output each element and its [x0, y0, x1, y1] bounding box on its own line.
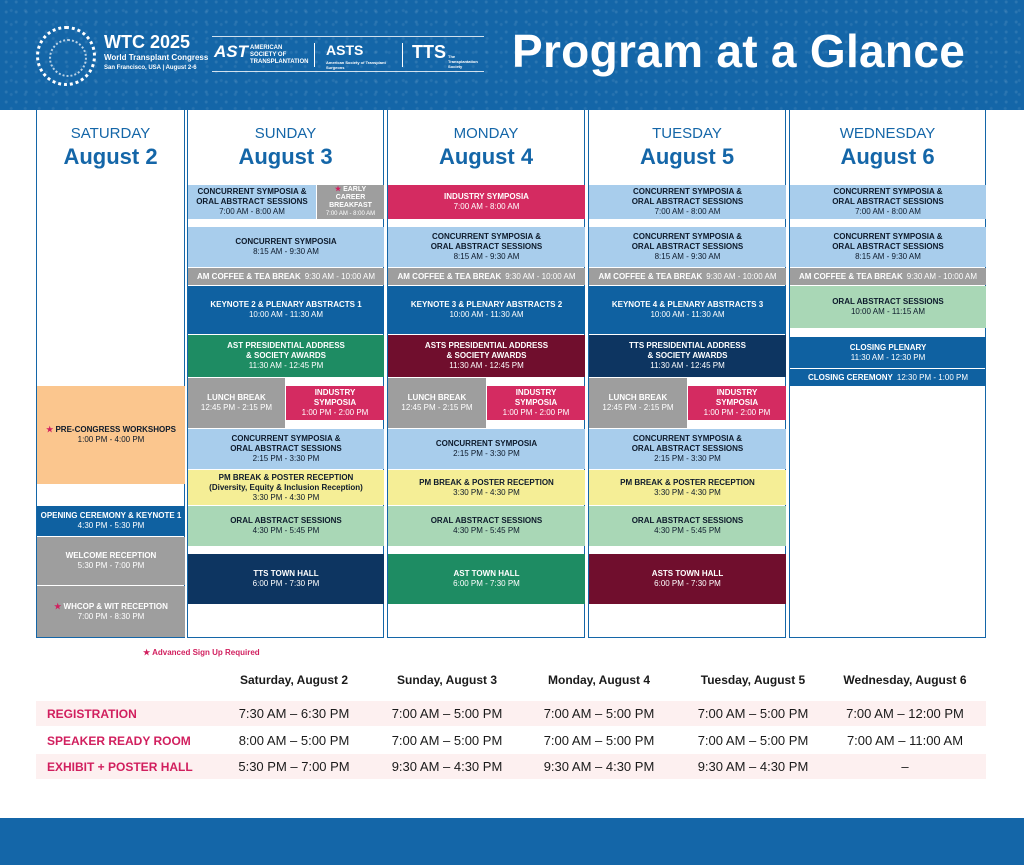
wtc-location: San Francisco, USA | August 2-6: [104, 65, 197, 71]
event-closing-plenary[interactable]: CLOSING PLENARY 11:30 AM - 12:30 PM: [790, 337, 986, 368]
wtc-title: WTC 2025: [104, 32, 191, 52]
event-keynote-plenary[interactable]: KEYNOTE 2 & PLENARY ABSTRACTS 1 10:00 AM - 11:30 AM: [188, 286, 384, 334]
hours-header: Monday, August 4: [548, 673, 650, 687]
day-name: MONDAY: [453, 125, 519, 142]
day-name: SATURDAY: [70, 125, 151, 142]
event-pm-break-poster[interactable]: PM BREAK & POSTER RECEPTION 3:30 PM - 4:30 PM: [388, 470, 585, 505]
event-concurrent-symposia[interactable]: CONCURRENT SYMPOSIA & ORAL ABSTRACT SESSIONS 2:15 PM - 3:30 PM: [589, 429, 786, 469]
event-lunch-break[interactable]: LUNCH BREAK 12:45 PM - 2:15 PM: [388, 378, 486, 428]
event-pm-break-poster[interactable]: PM BREAK & POSTER RECEPTION 3:30 PM - 4:30 PM: [589, 470, 786, 505]
hours-cell: 7:00 AM – 11:00 AM: [846, 733, 964, 748]
event-keynote-plenary[interactable]: KEYNOTE 4 & PLENARY ABSTRACTS 3 10:00 AM - 11:30 AM: [589, 286, 786, 334]
hours-cell: 5:30 PM – 7:00 PM: [238, 759, 350, 774]
hours-cell: 7:00 AM – 12:00 PM: [846, 706, 964, 721]
event-concurrent-symposia[interactable]: CONCURRENT SYMPOSIA & ORAL ABSTRACT SESSIONS 8:15 AM - 9:30 AM: [790, 227, 986, 267]
society-logos: [212, 36, 484, 72]
event-oral-abstract-sessions[interactable]: ORAL ABSTRACT SESSIONS 4:30 PM - 5:45 PM: [589, 506, 786, 546]
event-presidential-address[interactable]: AST PRESIDENTIAL ADDRESS & SOCIETY AWARDS 11:30 AM - 12:45 PM: [188, 335, 384, 377]
event-whcop-reception[interactable]: ★ WHCOP & WIT RECEPTION 7:00 PM - 8:30 PM: [37, 586, 185, 637]
day-date: August 6: [840, 144, 935, 169]
day-column-wednesday: [789, 110, 986, 638]
event-concurrent-symposia[interactable]: CONCURRENT SYMPOSIA & ORAL ABSTRACT SESSIONS 7:00 AM - 8:00 AM: [790, 185, 986, 219]
hours-cell: 7:00 AM – 5:00 PM: [697, 733, 809, 748]
event-presidential-address[interactable]: TTS PRESIDENTIAL ADDRESS & SOCIETY AWARDS 11:30 AM - 12:45 PM: [589, 335, 786, 377]
day-date: August 5: [639, 144, 735, 169]
row-label: SPEAKER READY ROOM: [47, 734, 191, 748]
event-oral-abstract-sessions[interactable]: ORAL ABSTRACT SESSIONS 4:30 PM - 5:45 PM: [188, 506, 384, 546]
event-lunch-break[interactable]: LUNCH BREAK 12:45 PM - 2:15 PM: [188, 378, 285, 428]
event-keynote-plenary[interactable]: KEYNOTE 3 & PLENARY ABSTRACTS 2 10:00 AM - 11:30 AM: [388, 286, 585, 334]
hours-row-speaker-ready-room: [36, 728, 986, 753]
star-icon: ★: [54, 601, 62, 611]
event-pm-break-poster[interactable]: PM BREAK & POSTER RECEPTION (Diversity, Equity & Inclusion Reception) 3:30 PM - 4:30 PM: [188, 470, 384, 505]
event-coffee-break[interactable]: AM COFFEE & TEA BREAK 9:30 AM - 10:00 AM: [790, 268, 986, 285]
event-oral-abstract-sessions[interactable]: ORAL ABSTRACT SESSIONS 10:00 AM - 11:15 AM: [790, 286, 986, 328]
day-name: WEDNESDAY: [839, 125, 936, 142]
star-icon: ★: [143, 648, 151, 657]
hours-cell: 9:30 AM – 4:30 PM: [391, 759, 503, 774]
event-early-career-breakfast[interactable]: ★ EARLY CAREER BREAKFAST 7:00 AM - 8:00 AM: [317, 185, 384, 219]
event-town-hall[interactable]: AST TOWN HALL 6:00 PM - 7:30 PM: [388, 554, 585, 604]
event-lunch-break[interactable]: LUNCH BREAK 12:45 PM - 2:15 PM: [589, 378, 687, 428]
day-date: August 4: [438, 144, 534, 169]
event-coffee-break[interactable]: AM COFFEE & TEA BREAK 9:30 AM - 10:00 AM: [589, 268, 786, 285]
day-date: August 3: [238, 144, 333, 169]
day-name: TUESDAY: [652, 125, 722, 142]
row-label: EXHIBIT + POSTER HALL: [47, 760, 193, 774]
hours-cell: 8:00 AM – 5:00 PM: [238, 733, 350, 748]
event-concurrent-symposia[interactable]: CONCURRENT SYMPOSIA & ORAL ABSTRACT SESSIONS 8:15 AM - 9:30 AM: [589, 227, 786, 267]
event-coffee-break[interactable]: AM COFFEE & TEA BREAK 9:30 AM - 10:00 AM: [388, 268, 585, 285]
ast-logo: AST AMERICAN SOCIETY OF TRANSPLANTATION: [214, 42, 309, 65]
day-column-tuesday: [588, 110, 786, 638]
signup-note: ★ Advanced Sign Up Required: [143, 648, 260, 657]
row-label: REGISTRATION: [47, 707, 137, 721]
hours-cell: 7:00 AM – 5:00 PM: [697, 706, 809, 721]
hours-header: Tuesday, August 5: [700, 673, 806, 687]
event-town-hall[interactable]: TTS TOWN HALL 6:00 PM - 7:30 PM: [188, 554, 384, 604]
logo-divider: [402, 43, 403, 67]
hours-cell: 7:00 AM – 5:00 PM: [543, 733, 655, 748]
event-concurrent-symposia[interactable]: CONCURRENT SYMPOSIA 2:15 PM - 3:30 PM: [388, 429, 585, 469]
event-coffee-break[interactable]: AM COFFEE & TEA BREAK 9:30 AM - 10:00 AM: [188, 268, 384, 285]
header-banner: [0, 0, 1024, 110]
day-column-saturday: [36, 110, 185, 638]
hours-cell: –: [901, 759, 909, 774]
hours-cell: 7:00 AM – 5:00 PM: [391, 733, 503, 748]
logo-divider: [314, 43, 315, 67]
event-industry-symposia[interactable]: INDUSTRY SYMPOSIA 7:00 AM - 8:00 AM: [388, 185, 585, 219]
hours-cell: 9:30 AM – 4:30 PM: [543, 759, 655, 774]
day-date: August 2: [63, 144, 158, 169]
event-town-hall[interactable]: ASTS TOWN HALL 6:00 PM - 7:30 PM: [589, 554, 786, 604]
event-industry-symposia[interactable]: INDUSTRY SYMPOSIA 1:00 PM - 2:00 PM: [688, 386, 786, 420]
hours-cell: 9:30 AM – 4:30 PM: [697, 759, 809, 774]
event-concurrent-symposia[interactable]: CONCURRENT SYMPOSIA & ORAL ABSTRACT SESSIONS 8:15 AM - 9:30 AM: [388, 227, 585, 267]
star-icon: ★: [46, 425, 54, 434]
hours-cell: 7:00 AM – 5:00 PM: [391, 706, 503, 721]
event-concurrent-symposia[interactable]: CONCURRENT SYMPOSIA 8:15 AM - 9:30 AM: [188, 227, 384, 267]
event-oral-abstract-sessions[interactable]: ORAL ABSTRACT SESSIONS 4:30 PM - 5:45 PM: [388, 506, 585, 546]
tts-logo: TTS The Transplantation Society: [412, 42, 478, 69]
star-icon: ★: [334, 186, 342, 193]
day-name: SUNDAY: [254, 125, 317, 142]
event-pre-congress-workshops[interactable]: ★ PRE-CONGRESS WORKSHOPS 1:00 PM - 4:00 PM: [37, 386, 185, 484]
event-welcome-reception[interactable]: WELCOME RECEPTION 5:30 PM - 7:00 PM: [37, 537, 185, 585]
event-opening-ceremony[interactable]: OPENING CEREMONY & KEYNOTE 1 4:30 PM - 5:30 PM: [37, 506, 185, 536]
event-industry-symposia[interactable]: INDUSTRY SYMPOSIA 1:00 PM - 2:00 PM: [286, 386, 384, 420]
footer-banner: [0, 818, 1024, 865]
event-concurrent-symposia[interactable]: CONCURRENT SYMPOSIA & ORAL ABSTRACT SESSIONS 7:00 AM - 8:00 AM: [188, 185, 316, 219]
wtc-subtitle: World Transplant Congress: [104, 53, 209, 62]
hours-header: Saturday, August 2: [239, 673, 349, 687]
event-industry-symposia[interactable]: INDUSTRY SYMPOSIA 1:00 PM - 2:00 PM: [487, 386, 585, 420]
day-column-monday: [387, 110, 585, 638]
hours-header: Wednesday, August 6: [843, 673, 967, 687]
hours-cell: 7:00 AM – 5:00 PM: [543, 706, 655, 721]
hours-row-exhibit-poster-hall: [36, 754, 986, 779]
day-column-sunday: [187, 110, 384, 638]
wtc-logo-icon: [36, 26, 96, 86]
hours-header: Sunday, August 3: [396, 673, 497, 687]
asts-logo: ASTS American Society of Transplant Surgeons: [326, 42, 386, 70]
event-concurrent-symposia[interactable]: CONCURRENT SYMPOSIA & ORAL ABSTRACT SESSIONS 7:00 AM - 8:00 AM: [589, 185, 786, 219]
event-closing-ceremony[interactable]: CLOSING CEREMONY 12:30 PM - 1:00 PM: [790, 369, 986, 386]
event-presidential-address[interactable]: ASTS PRESIDENTIAL ADDRESS & SOCIETY AWARDS 11:30 AM - 12:45 PM: [388, 335, 585, 377]
page-title: Program at a Glance: [512, 25, 966, 77]
event-concurrent-symposia[interactable]: CONCURRENT SYMPOSIA & ORAL ABSTRACT SESSIONS 2:15 PM - 3:30 PM: [188, 429, 384, 469]
hours-cell: 7:30 AM – 6:30 PM: [238, 706, 350, 721]
hours-row-registration: [36, 701, 986, 726]
